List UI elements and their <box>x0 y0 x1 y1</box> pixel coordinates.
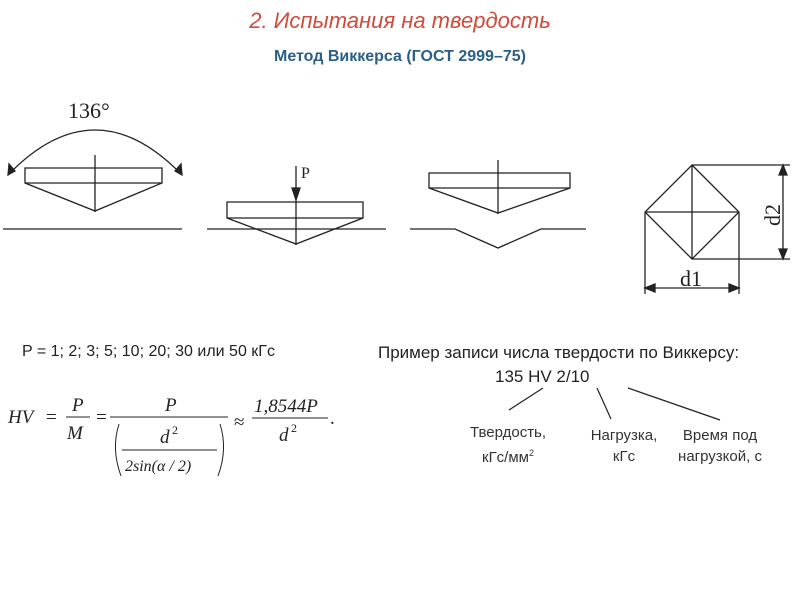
force-label: P <box>301 165 310 182</box>
formula-denominator: 2sin(α / 2) <box>125 458 192 475</box>
slide-title: 2. Испытания на твердость <box>249 8 551 33</box>
d2-label: d2 <box>760 204 785 226</box>
caption-time <box>662 425 778 467</box>
formula-p1: P <box>72 395 84 416</box>
formula-hv: HV <box>8 407 34 428</box>
formula-sq2: 2 <box>291 421 297 435</box>
formula-coef: 1,8544P <box>254 396 318 417</box>
formula-eq1: = <box>46 407 57 428</box>
caption-load <box>578 425 670 467</box>
caption-time-line1: Время под <box>682 427 758 444</box>
caption-load-line1: Нагрузка, <box>590 427 658 444</box>
formula-d-sq: d <box>160 427 170 448</box>
caption-hardness-line1: Твердость, <box>469 424 547 441</box>
example-heading: Пример записи числа твердости по Виккерсу: <box>378 343 740 362</box>
caption-time-line2: нагрузкой, с <box>678 448 762 465</box>
formula-p2: P <box>165 395 177 416</box>
formula-d2: d <box>279 425 289 446</box>
caption-hardness-sup: 2 <box>528 448 534 458</box>
caption-hardness-line2 <box>458 443 558 468</box>
example-value: 135 HV 2/10 <box>495 367 590 386</box>
formula-sq: 2 <box>172 423 178 437</box>
formula-m: M <box>67 423 83 444</box>
caption-hardness <box>458 422 558 468</box>
formula-eq2: = <box>96 407 107 428</box>
slide-subtitle: Метод Виккерса (ГОСТ 2999–75) <box>274 48 526 65</box>
caption-load-line2: кГс <box>612 448 636 465</box>
formula-approx: ≈ <box>234 412 245 433</box>
d1-label: d1 <box>680 266 702 291</box>
formula-period: . <box>330 408 335 429</box>
caption-hardness-unit: кГс/мм <box>482 449 529 466</box>
angle-label: 136° <box>68 98 110 123</box>
load-values-text: P = 1; 2; 3; 5; 10; 20; 30 или 50 кГс <box>22 343 275 360</box>
